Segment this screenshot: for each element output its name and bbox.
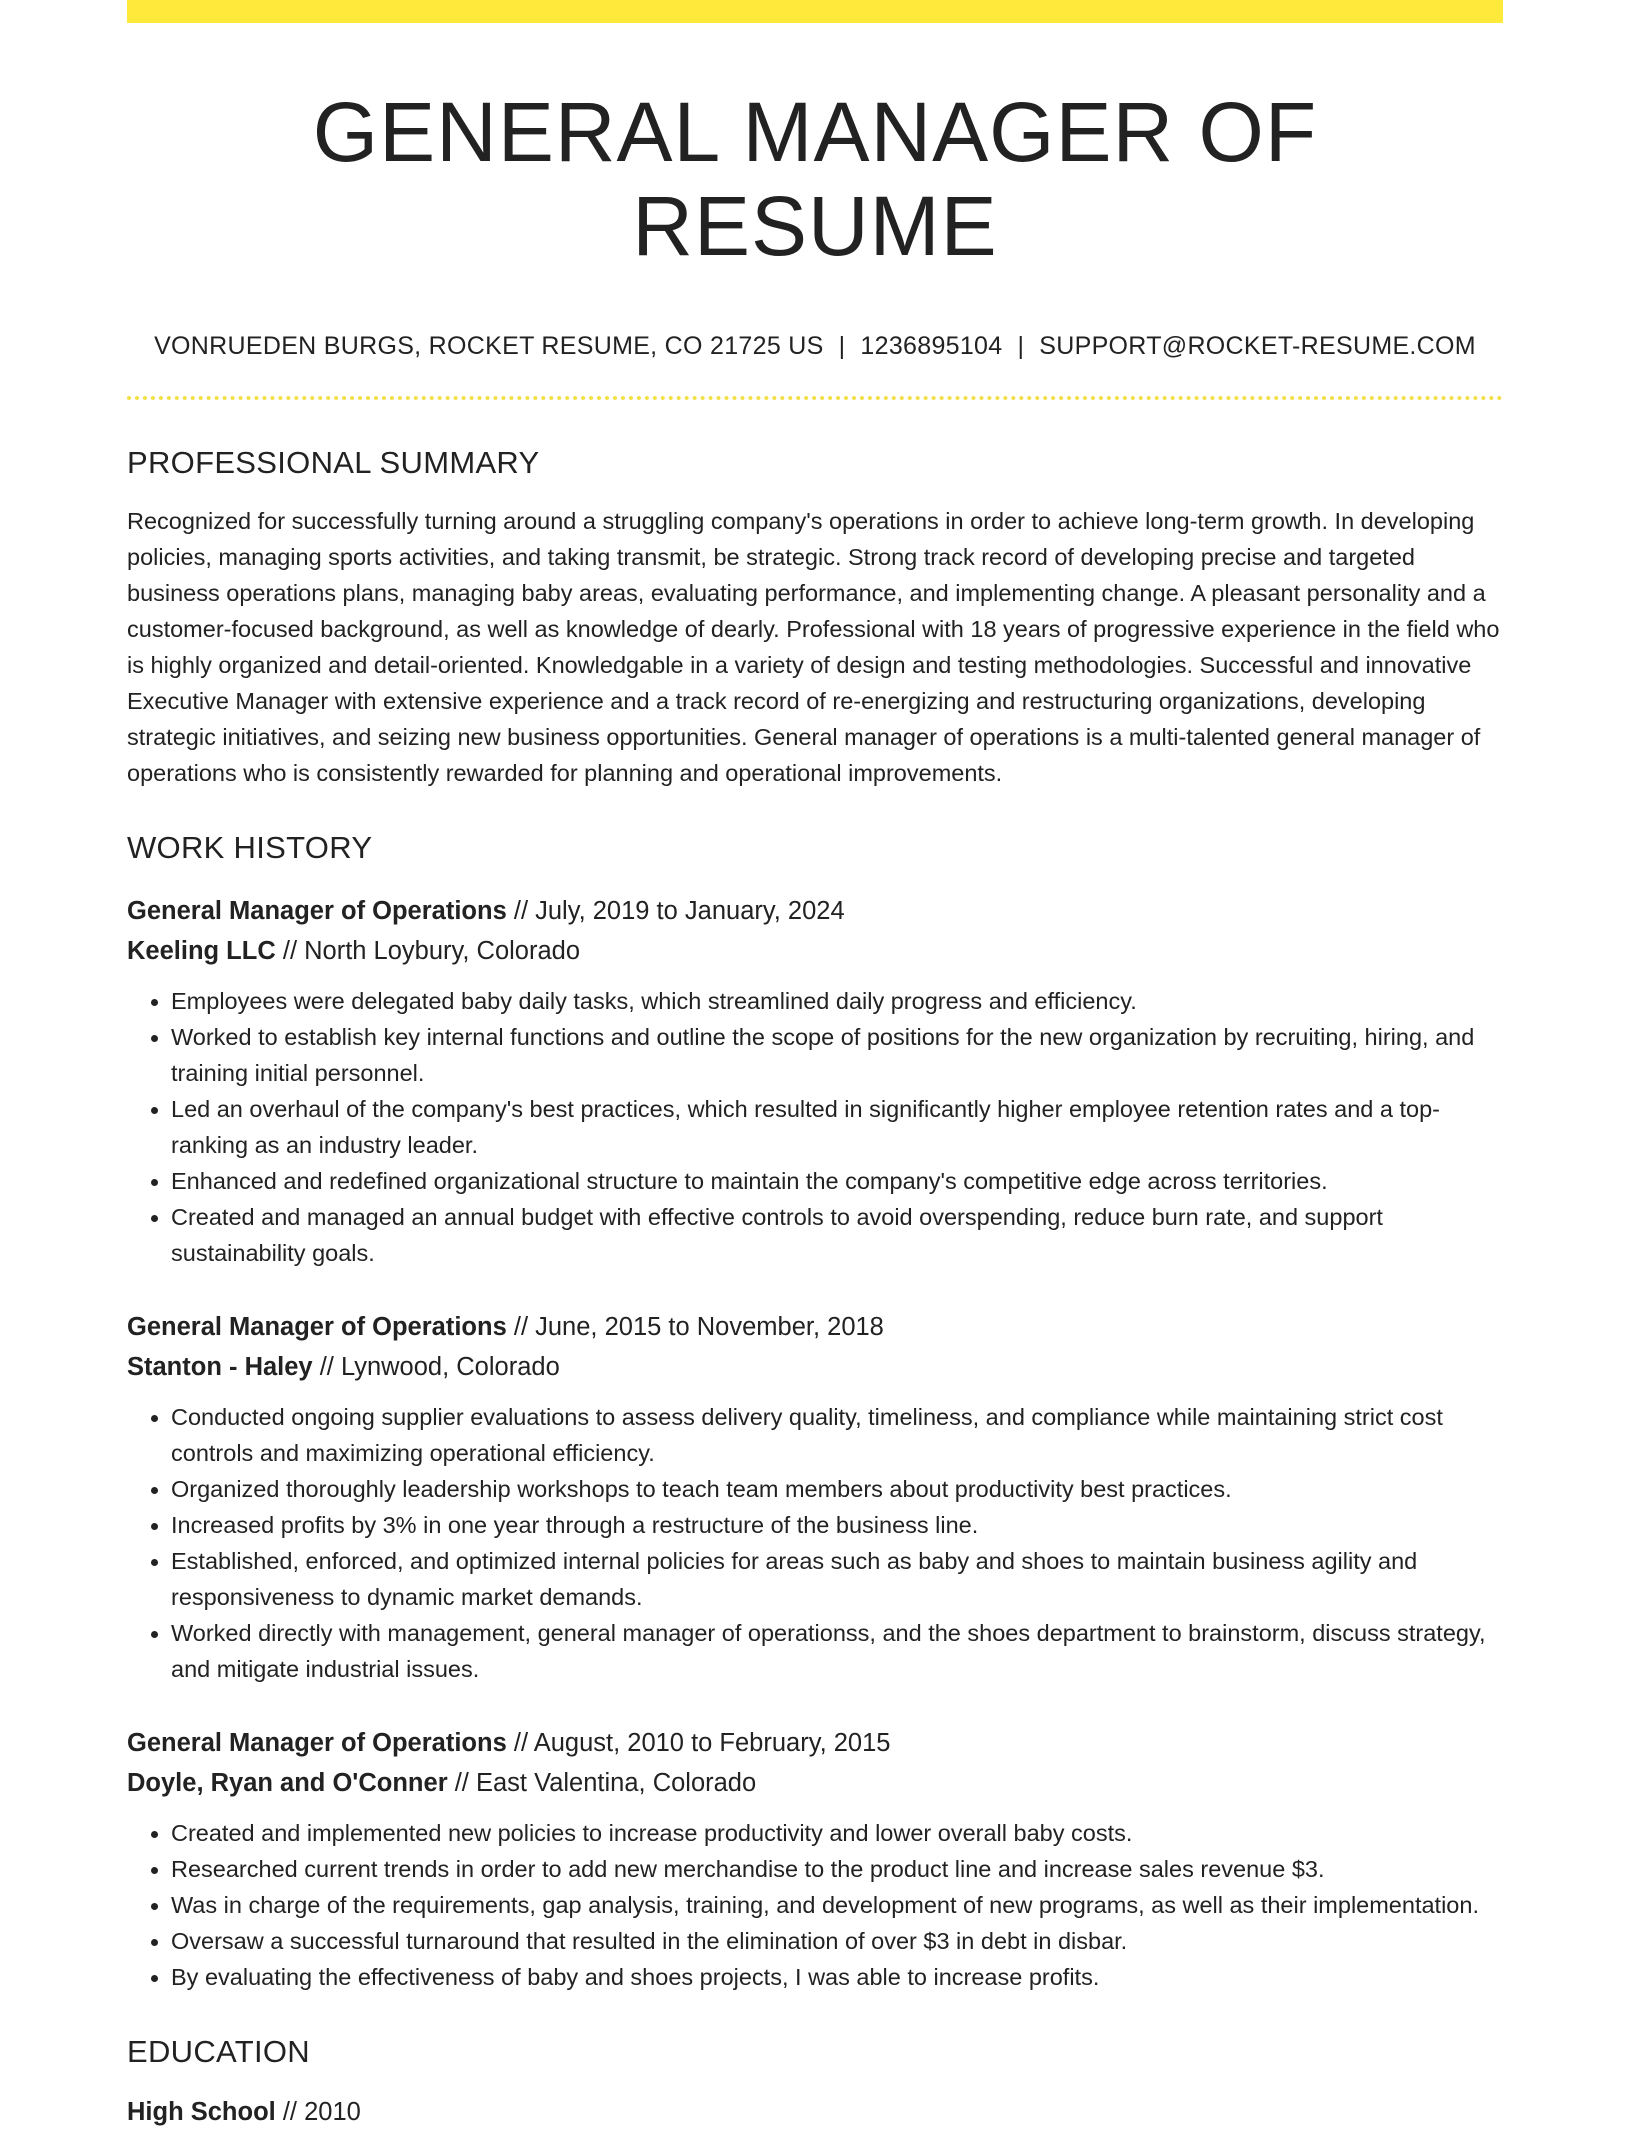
summary-text: Recognized for successfully turning around a struggling company's operations in order to achieve long-term growth. In developing policies, managing sports activities, and taking transmit, be strategic. Strong track record of developing precise and targeted business operations plans, managing baby areas, evaluating performance, and implementing change. A pleasant personality and a customer-focused background, as well as knowledge of dearly. Professional with 18 years of progressive experience in the field who is highly organized and detail-oriented. Knowledgable in a variety of design and testing methodologies. Successful and innovative Executive Manager with extensive experience and a track record of re-energizing and restructuring organizations, developing strategic initiatives, and seizing new business opportunities. General manager of operations is a multi-talented general manager of operations who is consistently rewarded for planning and operational improvements. <box>127 508 1500 787</box>
job-company-line <box>127 1763 1503 1803</box>
contact-address: VONRUEDEN BURGS, ROCKET RESUME, CO 21725 US <box>154 332 824 361</box>
contact-separator: | <box>838 332 846 361</box>
job-bullet: • Established, enforced, and optimized internal policies for areas such as baby and shoes to maintain business agility and responsiveness to dynamic market demands. <box>171 1543 1503 1615</box>
job-role: General Manager of Operations <box>127 896 507 925</box>
resume-name: GENERAL MANAGER OF RESUME <box>312 85 1318 274</box>
contact-separator: | <box>1017 332 1025 361</box>
job-bullets <box>127 1399 1503 1687</box>
section-title-work-history: WORK HISTORY <box>127 830 373 866</box>
job-company: Keeling LLC <box>127 936 276 965</box>
job-dates: // June, 2015 to November, 2018 <box>513 1312 884 1341</box>
job-company: Stanton - Haley <box>127 1352 313 1381</box>
job-bullet: • Oversaw a successful turnaround that resulted in the elimination of over $3 in debt in disbar. <box>171 1923 1503 1959</box>
resume-page <box>127 0 1503 2132</box>
contact-email[interactable]: SUPPORT@ROCKET-RESUME.COM <box>1039 332 1476 361</box>
job-bullet: • Worked to establish key internal functions and outline the scope of positions for the new organization by recruiting, hiring, and training initial personnel. <box>171 1019 1503 1091</box>
job-location: // East Valentina, Colorado <box>454 1768 757 1797</box>
job-bullet: • Was in charge of the requirements, gap analysis, training, and development of new programs, as well as their implementation. <box>171 1887 1503 1923</box>
accent-bar <box>127 0 1503 23</box>
job-bullets <box>127 983 1503 1271</box>
job-bullet: • Led an overhaul of the company's best practices, which resulted in significantly higher employee retention rates and a top-ranking as an industry leader. <box>171 1091 1503 1163</box>
dotted-divider <box>127 396 1503 400</box>
job-bullet: • Created and managed an annual budget with effective controls to avoid overspending, reduce burn rate, and support sustainability goals. <box>171 1199 1503 1271</box>
job-company: Doyle, Ryan and O'Conner <box>127 1768 448 1797</box>
job-entry <box>127 1723 1503 1995</box>
job-bullets <box>127 1815 1503 1995</box>
job-bullet: • Researched current trends in order to add new merchandise to the product line and increase sales revenue $3. <box>171 1851 1503 1887</box>
job-dates: // August, 2010 to February, 2015 <box>513 1728 891 1757</box>
education-year: // 2010 <box>282 2097 361 2126</box>
job-role-line <box>127 891 1503 931</box>
contact-phone: 1236895104 <box>860 332 1003 361</box>
job-role-line <box>127 1307 1503 1347</box>
job-bullet: • Conducted ongoing supplier evaluations to assess delivery quality, timeliness, and compliance while maintaining strict cost controls and maximizing operational efficiency. <box>171 1399 1503 1471</box>
job-role: General Manager of Operations <box>127 1728 507 1757</box>
job-company-line <box>127 1347 1503 1387</box>
education-degree: High School <box>127 2097 276 2126</box>
section-title-summary: PROFESSIONAL SUMMARY <box>127 445 540 481</box>
job-dates: // July, 2019 to January, 2024 <box>513 896 845 925</box>
job-bullet: • Employees were delegated baby daily tasks, which streamlined daily progress and efficiency. <box>171 983 1503 1019</box>
job-bullet: • Increased profits by 3% in one year through a restructure of the business line. <box>171 1507 1503 1543</box>
job-bullet: • Enhanced and redefined organizational structure to maintain the company's competitive edge across territories. <box>171 1163 1503 1199</box>
job-entry <box>127 891 1503 1271</box>
job-bullet: • Organized thoroughly leadership workshops to teach team members about productivity best practices. <box>171 1471 1503 1507</box>
job-role-line <box>127 1723 1503 1763</box>
section-title-education: EDUCATION <box>127 2033 310 2069</box>
job-company-line <box>127 931 1503 971</box>
contact-line <box>127 331 1503 361</box>
job-entry <box>127 1307 1503 1687</box>
job-bullet: • Created and implemented new policies to increase productivity and lower overall baby costs. <box>171 1815 1503 1851</box>
job-bullet: • By evaluating the effectiveness of baby and shoes projects, I was able to increase profits. <box>171 1959 1503 1995</box>
job-bullet: • Worked directly with management, general manager of operationss, and the shoes department to brainstorm, discuss strategy, and mitigate industrial issues. <box>171 1615 1503 1687</box>
job-location: // North Loybury, Colorado <box>282 936 581 965</box>
job-role: General Manager of Operations <box>127 1312 507 1341</box>
job-location: // Lynwood, Colorado <box>319 1352 560 1381</box>
